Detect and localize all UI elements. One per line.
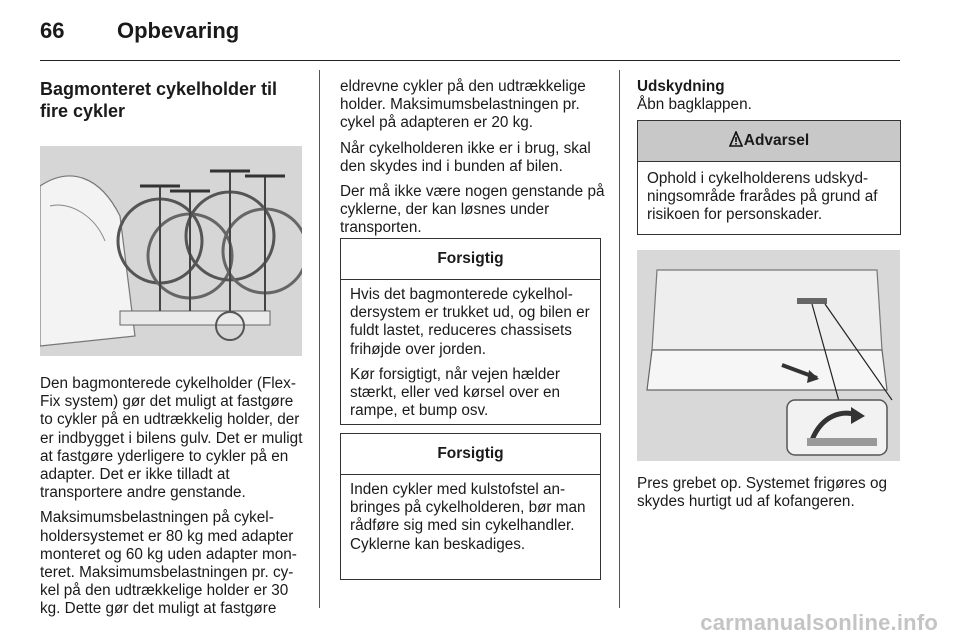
column-divider-1 xyxy=(319,70,320,608)
column-3-lower xyxy=(637,475,902,518)
load-paragraph: Maksimumsbelastningen på cykelholdersystemet er 80 kg med adapter monteret og 60 kg uden adapter monteret. Maksimumsbelastningen pr. cykel på den udtrækkelige holder er 30 kg. Dette gør det muligt at fastgøre xyxy=(40,509,297,618)
caution-1-paragraph-2: Kør forsigtigt, når vejen hælder stærkt, eller ved kørsel over en rampe, et bump osv. xyxy=(350,365,560,420)
caution-body-2 xyxy=(341,475,600,565)
column-2 xyxy=(340,78,605,245)
warning-triangle-icon xyxy=(729,123,743,139)
watermark: carmanualsonline.info xyxy=(700,610,938,635)
release-handle-figure xyxy=(637,250,900,461)
loose-items-paragraph: Der må ikke være nogen genstande på cyklerne, der kan løsnes under transporten. xyxy=(340,183,605,237)
column-1 xyxy=(40,78,305,626)
page-title: Opbevaring xyxy=(117,18,240,43)
warning-header xyxy=(638,121,900,162)
bike-carrier-figure xyxy=(40,146,302,356)
warning-body: Ophold i cykelholderens udskydningsområde frarådes på grund af risikoen for personskader. xyxy=(647,170,878,224)
warning-title: Advarsel xyxy=(743,132,810,149)
header-rule xyxy=(40,60,900,61)
column-divider-2 xyxy=(619,70,620,608)
storage-paragraph: Når cykelholderen ikke er i brug, skal den skydes ind i bunden af bilen. xyxy=(340,139,591,175)
page-number: 66 xyxy=(40,18,65,43)
warning-box xyxy=(637,120,901,235)
extension-subheading: Udskydning xyxy=(637,78,725,95)
caution-box-1 xyxy=(340,238,601,425)
section-heading: Bagmonteret cykelholder til fire cykler xyxy=(40,79,278,121)
open-tailgate-paragraph: Åbn bagklappen. xyxy=(637,96,752,114)
column-3 xyxy=(637,78,902,121)
continuation-paragraph: eldrevne cykler på den udtrækkelige holder. Maksimumsbelastningen pr. cykel på adapteren er 20 kg. xyxy=(340,78,586,132)
release-handle-illustration-icon xyxy=(637,250,900,461)
bike-carrier-illustration-icon xyxy=(40,146,302,356)
caution-box-2 xyxy=(340,433,601,580)
caution-title-1: Forsigtig xyxy=(341,239,600,280)
intro-paragraph: Den bagmonterede cykelholder (Flex-Fix system) gør det muligt at fastgøre to cykler på en udtrækkelig holder, der er indbygget i bilens gulv. Det er muligt at fastgøre yderligere to cykler på en adapter. Det er ikke tilladt at transportere andre genstande. xyxy=(40,375,303,502)
caution-1-paragraph-1: Hvis det bagmonterede cykelholdersystem er trukket ud, og bilen er fuldt lastet, reduceres chassisets frihøjde over jorden. xyxy=(350,286,590,358)
caution-body-1 xyxy=(341,280,600,431)
caution-2-paragraph-1: Inden cykler med kulstofstel anbringes på cykelholderen, bør man rådføre sig med sin cykelhandler. Cyklerne kan beskadiges. xyxy=(350,481,586,553)
caution-title-2: Forsigtig xyxy=(341,434,600,475)
press-handle-paragraph: Pres grebet op. Systemet frigøres og skydes hurtigt ud af kofangeren. xyxy=(637,475,887,511)
